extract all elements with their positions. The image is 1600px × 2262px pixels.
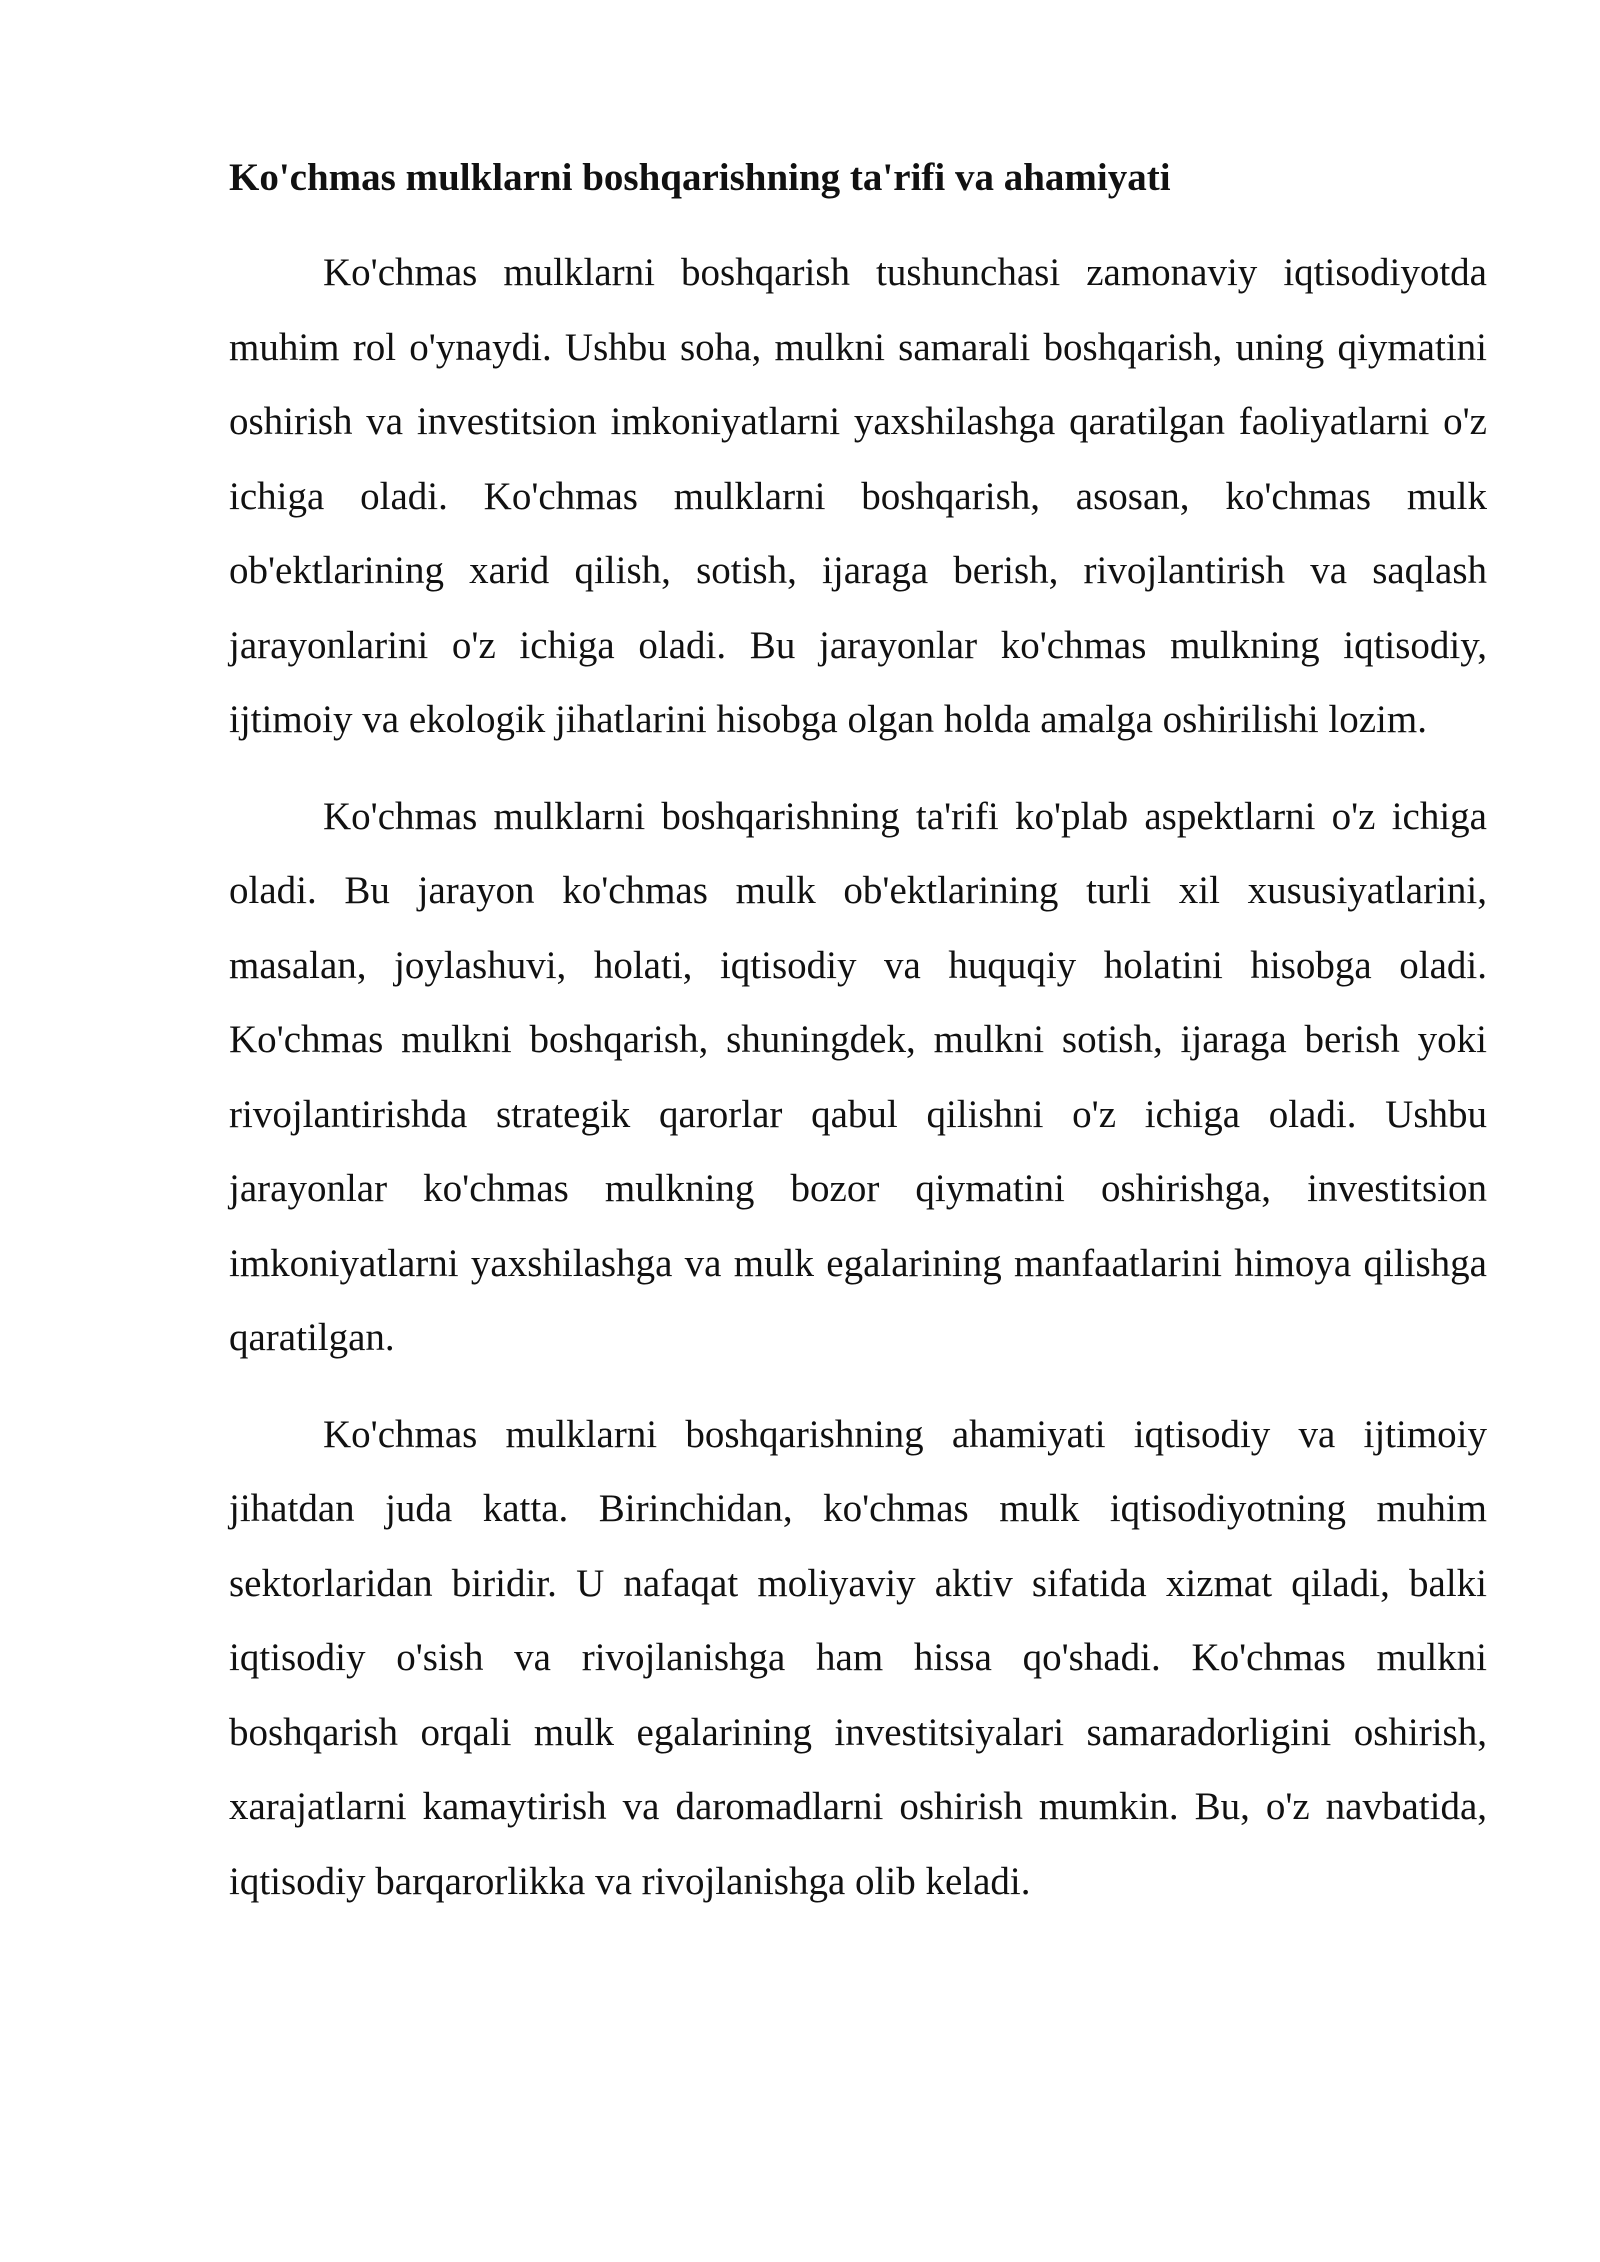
- document-title: Ko'chmas mulklarni boshqarishning ta'rifi va ahamiyati: [229, 156, 1171, 199]
- paragraph-definition: Ko'chmas mulklarni boshqarish tushunchasi zamonaviy iqtisodiyotda muhim rol o'ynaydi. Ushbu soha, mulkni samarali boshqarish, uning qiymatini oshirish va investitsion imkoniyatlarni yaxshilashga qaratilgan faoliyatlarni o'z ichiga oladi. Ko'chmas mulklarni boshqarish, asosan, ko'chmas mulk ob'ektlarining xarid qilish, sotish, ijaraga berish, rivojlantirish va saqlash jarayonlarini o'z ichiga oladi. Bu jarayonlar ko'chmas mulkning iqtisodiy, ijtimoiy va ekologik jihatlarini hisobga olgan holda amalga oshirilishi lozim.: [229, 251, 1487, 741]
- document-page: [229, 150, 1487, 1941]
- paragraph-importance: Ko'chmas mulklarni boshqarishning ahamiyati iqtisodiy va ijtimoiy jihatdan juda katta. Birinchidan, ko'chmas mulk iqtisodiyotning muhim sektorlaridan biridir. U nafaqat moliyaviy aktiv sifatida xizmat qiladi, balki iqtisodiy o'sish va rivojlanishga ham hissa qo'shadi. Ko'chmas mulkni boshqarish orqali mulk egalarining investitsiyalari samaradorligini oshirish, xarajatlarni kamaytirish va daromadlarni oshirish mumkin. Bu, o'z navbatida, iqtisodiy barqarorlikka va rivojlanishga olib keladi.: [229, 1412, 1487, 1903]
- paragraph-aspects: Ko'chmas mulklarni boshqarishning ta'rifi ko'plab aspektlarni o'z ichiga oladi. Bu jarayon ko'chmas mulk ob'ektlarining turli xil xususiyatlarini, masalan, joylashuvi, holati, iqtisodiy va huquqiy holatini hisobga oladi. Ko'chmas mulkni boshqarish, shuningdek, mulkni sotish, ijaraga berish yoki rivojlantirishda strategik qarorlar qabul qilishni o'z ichiga oladi. Ushbu jarayonlar ko'chmas mulkning bozor qiymatini oshirishga, investitsion imkoniyatlarni yaxshilashga va mulk egalarining manfaatlarini himoya qilishga qaratilgan.: [229, 794, 1487, 1359]
